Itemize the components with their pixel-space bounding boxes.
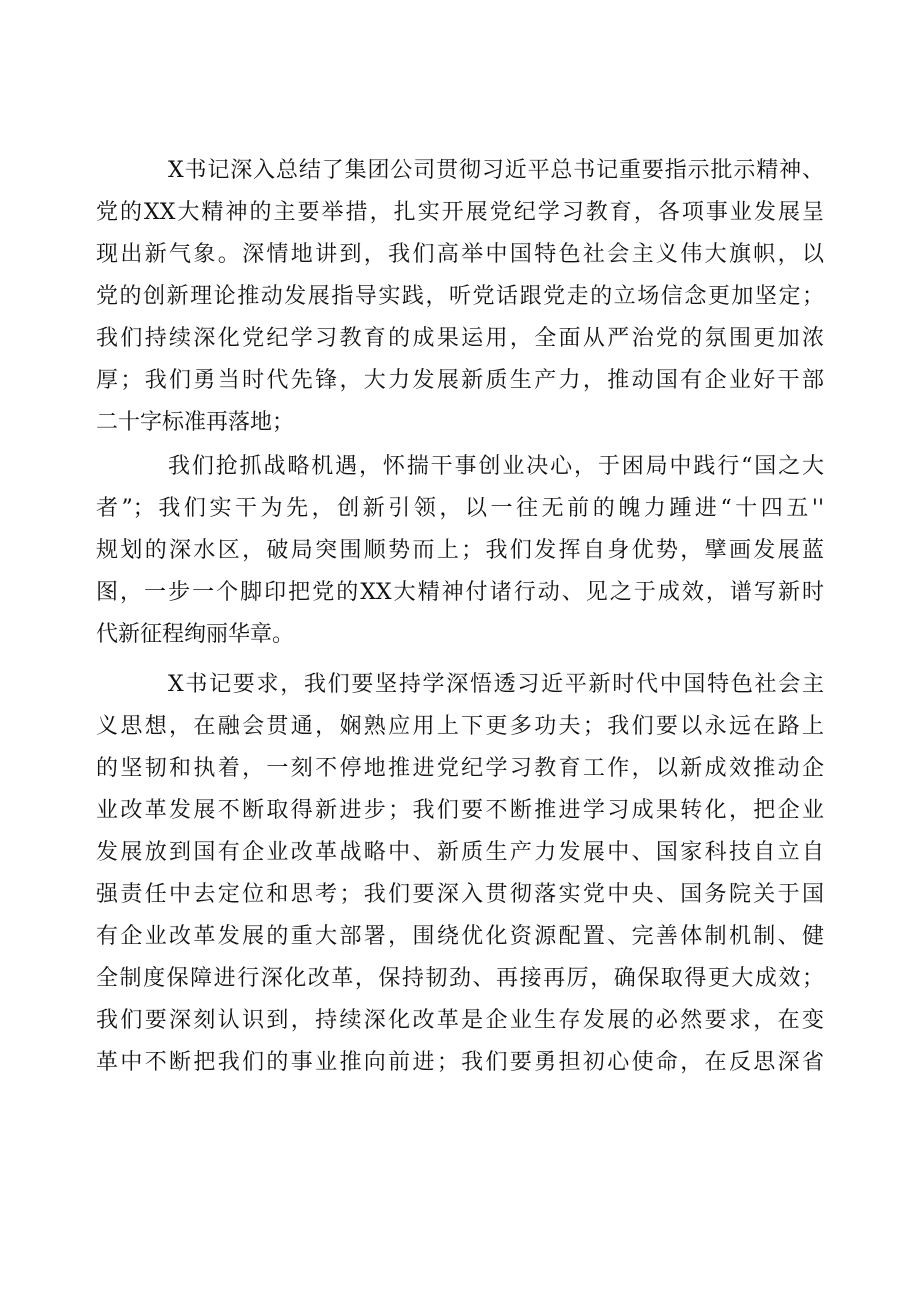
paragraph-1 (96, 150, 824, 444)
text-line: 有企业改革发展的重大部署，围绕优化资源配置、完善体制机制、健 (96, 924, 824, 949)
document-body (96, 150, 824, 1084)
text-line: 我们要深刻认识到，持续深化改革是企业生存发展的必然要求，在变 (96, 1008, 824, 1033)
text-line: 我们抢抓战略机遇，怀揣干事创业决心，于困局中践行“国之大 (168, 454, 824, 479)
text-line: 图，一步一个脚印把党的XX大精神付诸行动、见之于成效，谱写新时 (96, 580, 824, 605)
text-line: 的坚韧和执着，一刻不停地推进党纪学习教育工作，以新成效推动企 (96, 756, 824, 781)
text-line: 强责任中去定位和思考；我们要深入贯彻落实党中央、国务院关于国 (96, 882, 824, 907)
text-line: 代新征程绚丽华章。 (96, 622, 295, 647)
text-line: 二十字标准再落地； (96, 410, 295, 435)
text-line: 革中不断把我们的事业推向前进；我们要勇担初心使命，在反思深省 (96, 1050, 824, 1075)
text-line: 党的XX大精神的主要举措，扎实开展党纪学习教育，各项事业发展呈 (96, 200, 824, 225)
text-line: 党的创新理论推动发展指导实践，听党话跟党走的立场信念更加坚定； (96, 284, 824, 309)
text-line: 业改革发展不断取得新进步；我们要不断推进学习成果转化，把企业 (96, 798, 824, 823)
paragraph-2 (96, 446, 824, 656)
text-line: 发展放到国有企业改革战略中、新质生产力发展中、国家科技自立自 (96, 840, 824, 865)
text-line: 者”；我们实干为先，创新引领，以一往无前的魄力踵进“十四五'' (96, 496, 824, 521)
text-line: 全制度保障进行深化改革，保持韧劲、再接再厉，确保取得更大成效； (96, 966, 824, 991)
text-line: 我们持续深化党纪学习教育的成果运用，全面从严治党的氛围更加浓 (96, 326, 824, 351)
text-line: 规划的深水区，破局突围顺势而上；我们发挥自身优势，擘画发展蓝 (96, 538, 824, 563)
text-line: 现出新气象。深情地讲到，我们高举中国特色社会主义伟大旗帜，以 (96, 242, 824, 267)
text-line: 厚；我们勇当时代先锋，大力发展新质生产力，推动国有企业好干部 (96, 368, 824, 393)
text-line: X书记深入总结了集团公司贯彻习近平总书记重要指示批示精神、 (168, 158, 824, 183)
text-line: 义思想，在融会贯通，娴熟应用上下更多功夫；我们要以永远在路上 (96, 714, 824, 739)
paragraph-3 (96, 664, 824, 1084)
text-line: X书记要求，我们要坚持学深悟透习近平新时代中国特色社会主 (168, 672, 824, 697)
